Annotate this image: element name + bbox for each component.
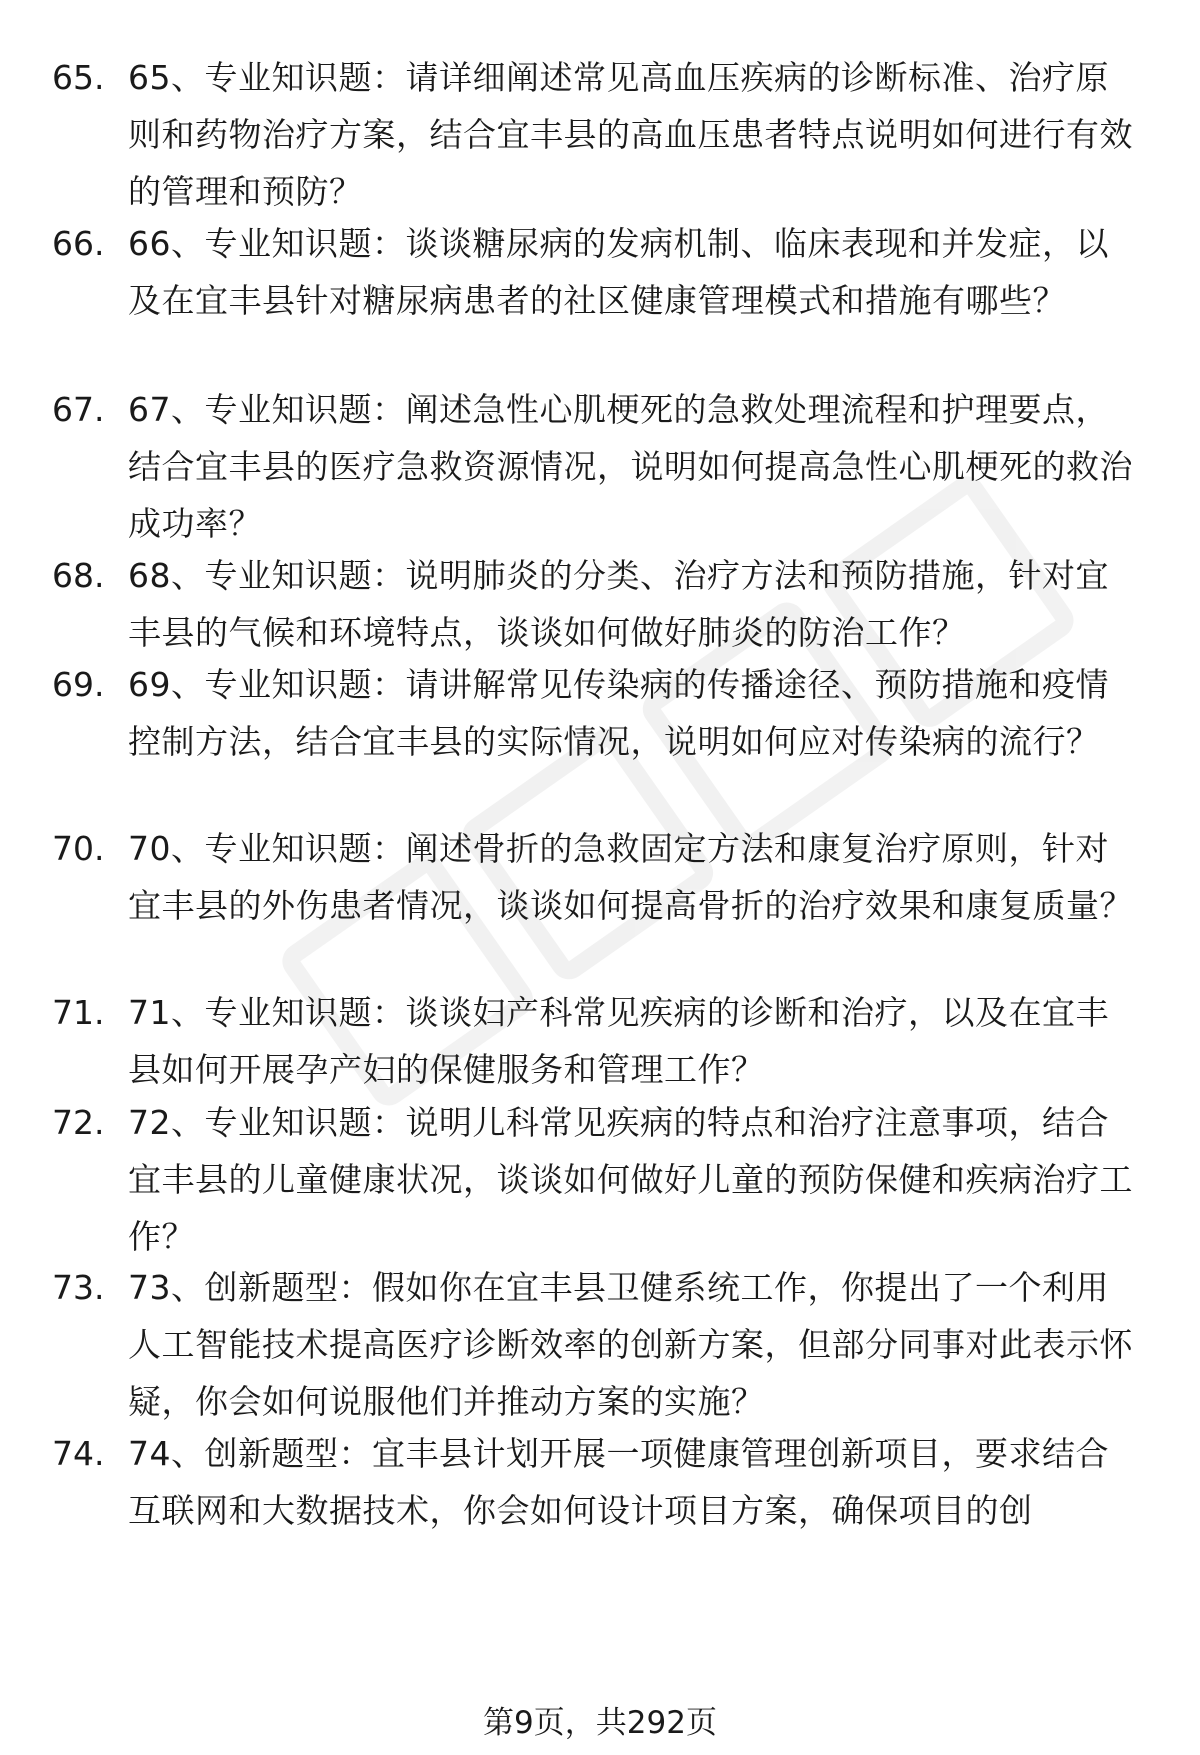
question-number: 65. [52,58,105,97]
question-text: 68、专业知识题：说明肺炎的分类、治疗方法和预防措施，针对宜丰县的气候和环境特点，谈谈如何做好肺炎的防治工作？ [128,556,1109,652]
question-number: 72. [52,1103,105,1142]
question-text: 69、专业知识题：请讲解常见传染病的传播途径、预防措施和疫情控制方法，结合宜丰县的实际情况，说明如何应对传染病的流行？ [128,665,1109,761]
question-text: 67、专业知识题：阐述急性心肌梗死的急救处理流程和护理要点，结合宜丰县的医疗急救资源情况，说明如何提高急性心肌梗死的救治成功率？ [128,390,1133,543]
question-number: 73. [52,1268,105,1307]
question-number: 71. [52,993,105,1032]
question-text: 70、专业知识题：阐述骨折的急救固定方法和康复治疗原则，针对宜丰县的外伤患者情况，谈谈如何提高骨折的治疗效果和康复质量？ [128,829,1133,925]
question-text: 66、专业知识题：谈谈糖尿病的发病机制、临床表现和并发症，以及在宜丰县针对糖尿病患者的社区健康管理模式和措施有哪些？ [128,224,1109,320]
question-text: 74、创新题型：宜丰县计划开展一项健康管理创新项目，要求结合互联网和大数据技术，你会如何设计项目方案，确保项目的创 [128,1434,1109,1530]
question-text: 71、专业知识题：谈谈妇产科常见疾病的诊断和治疗，以及在宜丰县如何开展孕产妇的保健服务和管理工作？ [128,993,1109,1089]
question-number: 66. [52,224,105,263]
page-footer: 第9页，共292页 [483,1705,717,1741]
question-number: 74. [52,1434,105,1473]
question-number: 69. [52,665,105,704]
question-text: 65、专业知识题：请详细阐述常见高血压疾病的诊断标准、治疗原则和药物治疗方案，结合宜丰县的高血压患者特点说明如何进行有效的管理和预防？ [128,58,1133,211]
question-number: 68. [52,556,105,595]
question-number: 67. [52,390,105,429]
question-text: 72、专业知识题：说明儿科常见疾病的特点和治疗注意事项，结合宜丰县的儿童健康状况，谈谈如何做好儿童的预防保健和疾病治疗工作？ [128,1103,1133,1256]
question-text: 73、创新题型：假如你在宜丰县卫健系统工作，你提出了一个利用人工智能技术提高医疗诊断效率的创新方案，但部分同事对此表示怀疑，你会如何说服他们并推动方案的实施？ [128,1268,1133,1421]
question-number: 70. [52,829,105,868]
